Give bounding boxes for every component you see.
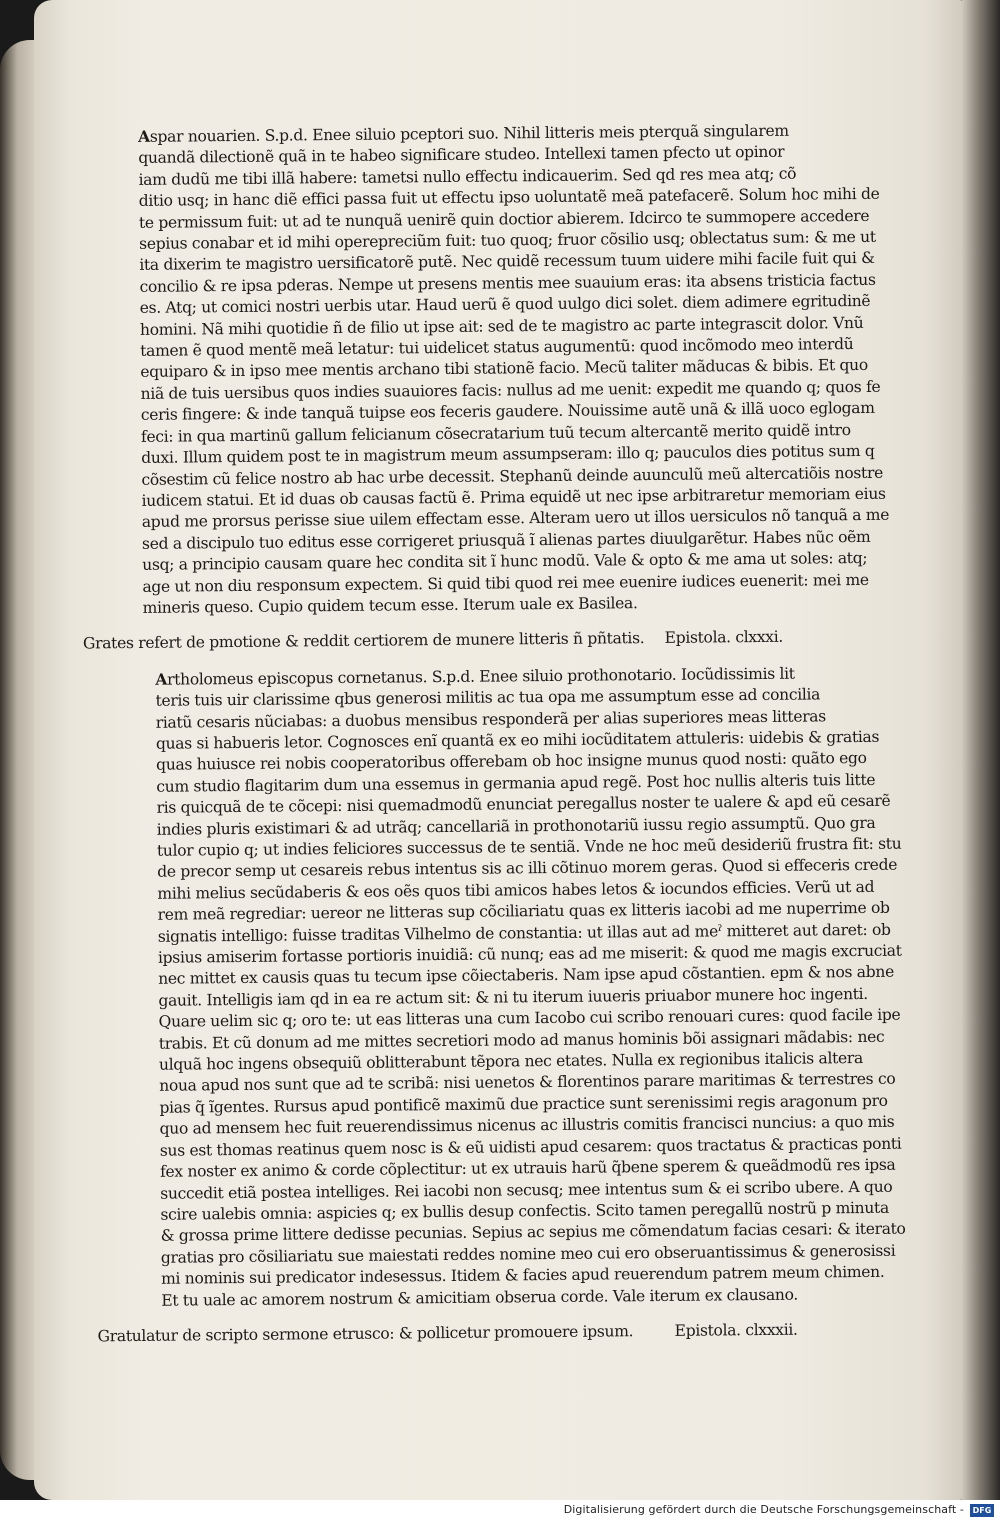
text-line: feci: in qua martinũ gallum felicianum cõsecratarium tuũ tecum altercantẽ merito quidẽ intro — [140, 420, 851, 446]
text-line: & grossa prime littere dedisse pecunias. Sepius ac sepius me cõmendatum facias cesari: & iterato — [160, 1219, 906, 1246]
text-line: gauit. Intelligis iam qd in ea re actum sit: & ni tu iterum iuueris priuabor munere hoc ingenti. — [158, 984, 868, 1010]
text-line: ris quicquã de te cõcepi: nisi quemadmodũ enunciat peregallus noster te ualere & apd eũ cesarẽ — [156, 791, 891, 817]
text-line: duxi. Illum quidem post te in magistrum meum assumpseram: illo q; pauculos dies potitus sum q — [141, 441, 875, 468]
text-line: concilio & re ipsa pderas. Nempe ut presens mentis mee suauium eras: ita absens tristicia factus — [139, 270, 876, 296]
text-line: succedit etiã postea intelliges. Rei iacobi non secusq; mee intentus sum & ei scribo ubere. A quo — [160, 1177, 893, 1203]
text-line: scire ualebis omnia: aspicies q; ex bullis desup confectis. Scito tamen peregallũ nostrũ p minuta — [160, 1198, 889, 1224]
text-line: noua apud nos sunt que ad te scribã: nisi uenetos & florentinos parare maritimas & terrestres co — [159, 1070, 896, 1096]
text-line: signatis intelligo: fuisse traditas Vilhelmo de constantia: ut illas aut ad meˀ mitteret aut daret: ob — [157, 920, 891, 946]
text-line: tulor cupio q; ut indies feliciores successus de te sentiã. Vnde ne hoc meũ desideriũ frustra fit: stu — [156, 834, 902, 860]
text-line: quo ad mensem hec fuit reuerendissimus nicenus ac illustris comitis francisci nuncius: a quo mis — [159, 1112, 895, 1139]
heading-1-text: Grates refert de pmotione & reddit certiorem de munere litteris ñ pñtatis. — [82, 629, 645, 653]
text-line: sed a discipulo tuo editus esse corrigeret priusquã ĩ alienas partes diuulgarẽtur. Habes nũc oẽm — [141, 527, 871, 553]
text-line: fex noster ex animo & corde cõplectitur: ut ex utrauis harũ q̃bene sperem & queãdmodũ res ipsa — [159, 1155, 896, 1181]
text-line: mihi melius secũdaberis & eos oẽs quos tibi amicos habes letos & iocundos efficies. Verũ ut ad — [157, 877, 875, 903]
text-line: indies pluris existimari & ad utrãq; cancellariã in prothonotariũ iussu regio assumptũ. Quo gra — [156, 813, 876, 839]
text-line: iudicem statui. Et id duas ob causas factũ ẽ. Prima equidẽ ut nec ipse arbitraretur memoriam eius — [141, 484, 886, 510]
heading-2-text: Gratulatur de scripto sermone etrusco: & pollicetur promouere ipsum. — [97, 1322, 634, 1346]
text-line: gratias pro cõsiliariatu sue maiestati reddes nomine meo cui ero obseruantissimus & generosissi — [160, 1241, 896, 1267]
text-line: equiparo & in ipso mee mentis archano tibi stationẽ facio. Mecũ taliter mãducas & bibis. Et quo — [140, 356, 868, 382]
text-line: teris tuis uir clarissime qbus generosi militis ac tua opa me assumptum esse ad concilia — [155, 685, 821, 710]
text-line: apud me prorsus perisse siue uilem effectam esse. Alteram uero ut illos uersiculos nõ tanquã a me — [141, 506, 890, 532]
text-line: cõsestim cũ felice nostro ab hac urbe decessit. Stephanũ deinde auunculũ meũ altercatiõis nostre — [141, 463, 883, 489]
right-page-edge — [962, 0, 1000, 1500]
text-line: de precor semp ut cesareis rebus intentus sis ac illi cõtinuo morem geras. Quod si effeceris crede — [157, 856, 898, 882]
text-line: pias q̃ ĩgentes. Rursus apud pontificẽ maximũ due practice sunt serenissimi regis aragonum pro — [159, 1091, 888, 1117]
text-line: ditio usq; in hanc diẽ effici passa fuit ut effectu ipso uoluntatẽ meã patefacerẽ. Solum hoc mihi de — [138, 185, 880, 211]
text-line: iam dudũ me tibi illã habere: tametsi nullo effectu indicauerim. Sed qd res mea atq; cõ — [138, 164, 797, 189]
text-line: ipsius amiserim fortasse portioris inuidiã: cũ nunq; eas ad me miserit: & quod me magis excruciat — [157, 941, 902, 967]
text-line: ita dixerim te magistro uersificatorẽ putẽ. Nec quidẽ recessum tuum uidere mihi facile fuit qui & — [139, 249, 875, 275]
text-line: Aspar nouarien. S.p.d. Enee siluio pceptori suo. Nihil litteris meis pterquã singularem — [138, 121, 789, 146]
text-line: sus est thomas reatinus quem nosc is & eũ uidisti apud cesarem: quos tractatus & practicas ponti — [159, 1134, 902, 1160]
text-line: tamen ẽ quod mentẽ meã letatur: tui uidelicet status augumentũ: quod incõmodo meo interdũ — [140, 335, 854, 360]
heading-1-label: Epistola. clxxxi. — [664, 628, 784, 648]
text-line: quandã dilectionẽ quã in te habeo significare studeo. Intellexi tamen pfecto ut opinor — [138, 143, 785, 168]
text-line: te permissum fuit: ut ad te nunquã uenirẽ quin doctior abierem. Idcirco te summopere accedere — [138, 206, 870, 232]
letter-heading-2 — [98, 1320, 798, 1348]
heading-2-label: Epistola. clxxxii. — [674, 1320, 798, 1340]
text-line: niã de tuis uersibus quos indies suauiores facis: nullus ad me uenit: expedit me quando q; quos fe — [140, 377, 881, 403]
text-line: Et tu uale ac amorem nostrum & amicitiam obserua corde. Vale iterum ex clausano. — [161, 1285, 799, 1310]
text-line: nec mittet ex causis quas tu tecum ipse cõiectaberis. Nam ipse apud cõstantien. epm & nos abne — [158, 963, 894, 989]
text-line: Quare uelim sic q; oro te: ut eas litteras una cum Iacobo cui scribo renouari cures: quod facile ipe — [158, 1005, 901, 1032]
bleed-through-marks — [68, 120, 92, 360]
text-line: ceris fingere: & inde tanquã tuipse eos feceris gaudere. Nouissime autẽ unã & illã uoco eglogam — [140, 399, 875, 425]
text-line: riatũ cesaris nũciabas: a duobus mensibus responderã per alias superiores meas litteras — [155, 706, 826, 732]
text-line: quas huiusce rei nobis cooperatoribus offerebam ob hoc insigne munus quod nosti: quãto ego — [156, 749, 867, 775]
letter-paragraph-1 — [138, 120, 890, 620]
text-line: sepius conabar et id mihi operepreciũm fuit: tuo quoq; fruor cõsilio usq; oblectatus sum: & me ut — [139, 227, 876, 253]
text-line: age ut non diu responsum expectem. Si quid tibi quod rei mee euenire iudices euenerit: mei me — [142, 570, 869, 596]
letter-paragraph-2 — [155, 662, 906, 1311]
text-line: cum studio flagitarim dum una essemus in germania apud regẽ. Post hoc nullis alteris tuis litte — [156, 770, 876, 796]
text-line: mineris queso. Cupio quidem tecum esse. Iterum uale ex Basilea. — [142, 594, 638, 617]
footer-credit: Digitalisierung gefördert durch die Deutsche Forschungsgemeinschaft - — [563, 1503, 964, 1516]
footer-bar — [0, 1500, 1000, 1522]
text-line: usq; a principio causam quare hec condita sit ĩ hunc modũ. Vale & opto & me ama ut soles: atq; — [142, 549, 868, 575]
text-line: es. Atq; ut comici nostri uerbis utar. Haud uerũ ẽ quod uulgo dici solet. diem adimere egritudinẽ — [139, 292, 871, 318]
text-line: rem meã regrediar: uereor ne litteras sup cõciliariatu quas ex litteris iacobi ad me nuperrime ob — [157, 898, 890, 924]
left-page-edge — [0, 40, 38, 1480]
dfg-logo: DFG — [970, 1504, 994, 1517]
text-line: mi nominis sui predicator indesessus. Itidem & facies apud reuerendum patrem meum chimen. — [160, 1262, 885, 1288]
text-line: homini. Nã mihi quotidie ñ de filio ut ipse ait: sed de te magistro ac parte integrascit dolor. Vnũ — [139, 313, 864, 339]
page-text — [82, 120, 906, 1362]
text-line: Artholomeus episcopus cornetanus. S.p.d. Enee siluio prothonotario. Iocũdissimis lit — [155, 664, 795, 689]
text-line: quas si habueris letor. Cognosces enĩ quantã ex eo mihi iocũditatem attuleris: uidebis & gratias — [155, 727, 880, 753]
text-line: ulquã hoc ingens obsequiũ oblitterabunt tẽpora nec etates. Nulla ex regionibus italicis altera — [158, 1049, 864, 1074]
text-line: trabis. Et cũ donum ad me mittes secretiori modo ad manus hominis bõi assignari mãdabis: nec — [158, 1027, 885, 1053]
letter-heading-1 — [83, 627, 783, 655]
